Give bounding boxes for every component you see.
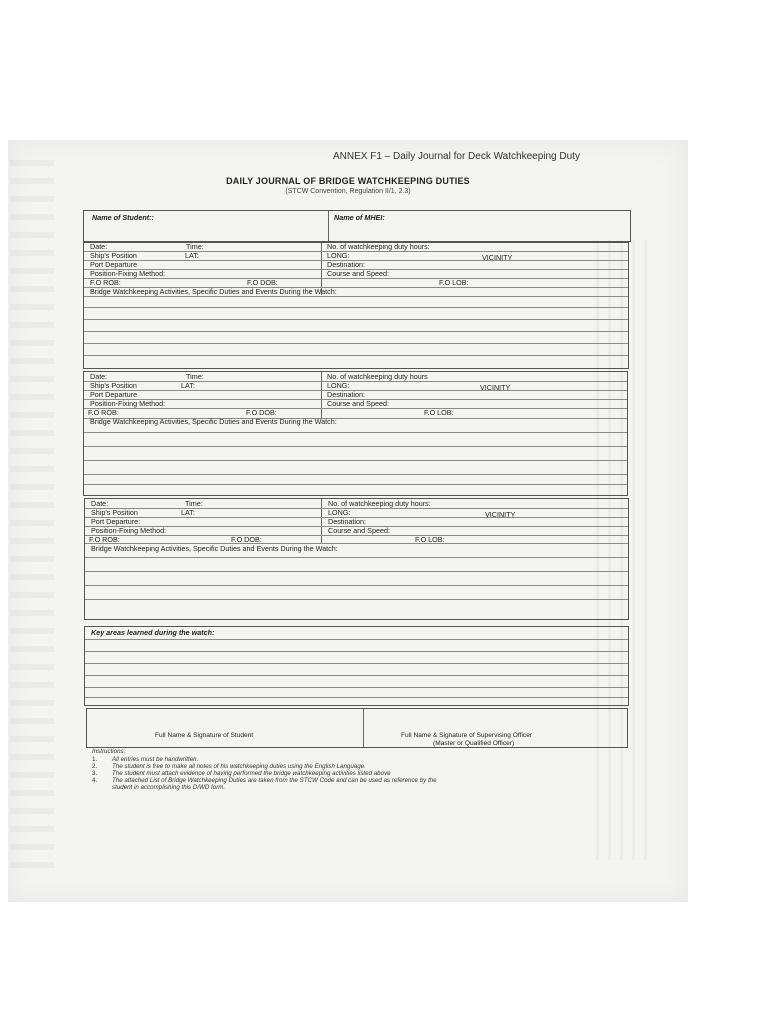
port-departure-label: Port Departure <box>90 390 138 399</box>
duty-hours-label: No. of watchkeeping duty hours: <box>328 499 431 508</box>
key-areas-label: Key areas learned during the watch: <box>91 628 215 637</box>
destination-label: Destination: <box>328 517 366 526</box>
ships-position-label: Ship's Position <box>91 508 138 517</box>
time-label: Time: <box>186 372 204 381</box>
course-speed-label: Course and Speed: <box>327 399 389 408</box>
officer-qualifier-label: (Master or Qualified Officer) <box>433 740 515 747</box>
position-fixing-label: Position-Fixing Method: <box>90 269 166 278</box>
student-name-label: Name of Student:: <box>92 213 154 222</box>
signature-box <box>86 708 628 748</box>
fo-lob-label: F.O LOB: <box>415 535 445 544</box>
watch-entry-1 <box>83 242 629 369</box>
key-areas-box <box>84 626 629 706</box>
lat-label: LAT: <box>181 381 195 390</box>
activities-label: Bridge Watchkeeping Activities, Specific Duties and Events During the Watch: <box>91 544 338 553</box>
long-label: LONG: <box>328 508 351 517</box>
names-box <box>83 210 631 242</box>
time-label: Time: <box>186 242 204 251</box>
instruction-item: The student is free to make all notes of his watchkeeping duties using the English Language. <box>112 763 366 770</box>
fo-rob-label: F.O ROB: <box>90 278 121 287</box>
ships-position-label: Ship's Position <box>90 251 137 260</box>
fo-rob-label: F.O ROB: <box>89 535 120 544</box>
lat-label: LAT: <box>181 508 195 517</box>
mhei-name-label: Name of MHEI: <box>334 213 385 222</box>
destination-label: Destination: <box>327 260 365 269</box>
course-speed-label: Course and Speed: <box>328 526 390 535</box>
port-departure-label: Port Departure <box>90 260 138 269</box>
form-title: DAILY JOURNAL OF BRIDGE WATCHKEEPING DUTIES <box>226 176 470 186</box>
fo-dob-label: F.O DOB: <box>246 408 277 417</box>
fo-dob-label: F.O DOB: <box>231 535 262 544</box>
instruction-item-continuation: student in accomplishing this D/WD form. <box>112 784 226 791</box>
duty-hours-label: No. of watchkeeping duty hours: <box>327 242 430 251</box>
fo-lob-label: F.O LOB: <box>439 278 469 287</box>
position-fixing-label: Position-Fixing Method: <box>90 399 166 408</box>
instructions-heading: Instructions: <box>92 748 126 755</box>
instruction-number: 1. <box>92 756 98 763</box>
activities-label: Bridge Watchkeeping Activities, Specific Duties and Events During the Watch: <box>90 287 337 296</box>
long-label: LONG: <box>327 251 350 260</box>
date-label: Date: <box>90 372 108 381</box>
annex-label: ANNEX F1 – Daily Journal for Deck Watchkeeping Duty <box>333 151 580 162</box>
vicinity-label: VICINITY <box>485 510 516 519</box>
date-label: Date: <box>90 242 108 251</box>
duty-hours-label: No. of watchkeeping duty hours <box>327 372 428 381</box>
course-speed-label: Course and Speed: <box>327 269 389 278</box>
activities-label: Bridge Watchkeeping Activities, Specific Duties and Events During the Watch: <box>90 417 337 426</box>
instruction-item: The attached List of Bridge Watchkeeping Duties are taken from the STCW Code and can be used as reference by the <box>112 777 437 784</box>
fo-rob-label: F.O ROB: <box>88 408 119 417</box>
fo-dob-label: F.O DOB: <box>247 278 278 287</box>
vicinity-label: VICINITY <box>480 383 511 392</box>
bleed-through-shadow <box>10 160 54 880</box>
fo-lob-label: F.O LOB: <box>424 408 454 417</box>
destination-label: Destination: <box>327 390 365 399</box>
port-departure-label: Port Departure: <box>91 517 141 526</box>
instruction-item: The student must attach evidence of having performed the bridge watchkeeping activities listed above <box>112 770 391 777</box>
instruction-number: 4. <box>92 777 98 784</box>
watch-entry-2 <box>83 371 628 496</box>
lat-label: LAT: <box>185 251 199 260</box>
position-fixing-label: Position-Fixing Method: <box>91 526 167 535</box>
date-label: Date: <box>91 499 109 508</box>
ships-position-label: Ship's Position <box>90 381 137 390</box>
officer-signature-label: Full Name & Signature of Supervising Officer <box>401 732 533 739</box>
form-subtitle: (STCW Convention, Regulation II/1, 2.3) <box>285 188 411 195</box>
instruction-item: All entries must be handwritten. <box>112 756 199 763</box>
vicinity-label: VICINITY <box>482 253 513 262</box>
watch-entry-3 <box>84 498 629 620</box>
student-signature-label: Full Name & Signature of Student <box>155 732 254 739</box>
long-label: LONG: <box>327 381 350 390</box>
time-label: Time: <box>185 499 203 508</box>
instruction-number: 3. <box>92 770 98 777</box>
instruction-number: 2. <box>92 763 98 770</box>
